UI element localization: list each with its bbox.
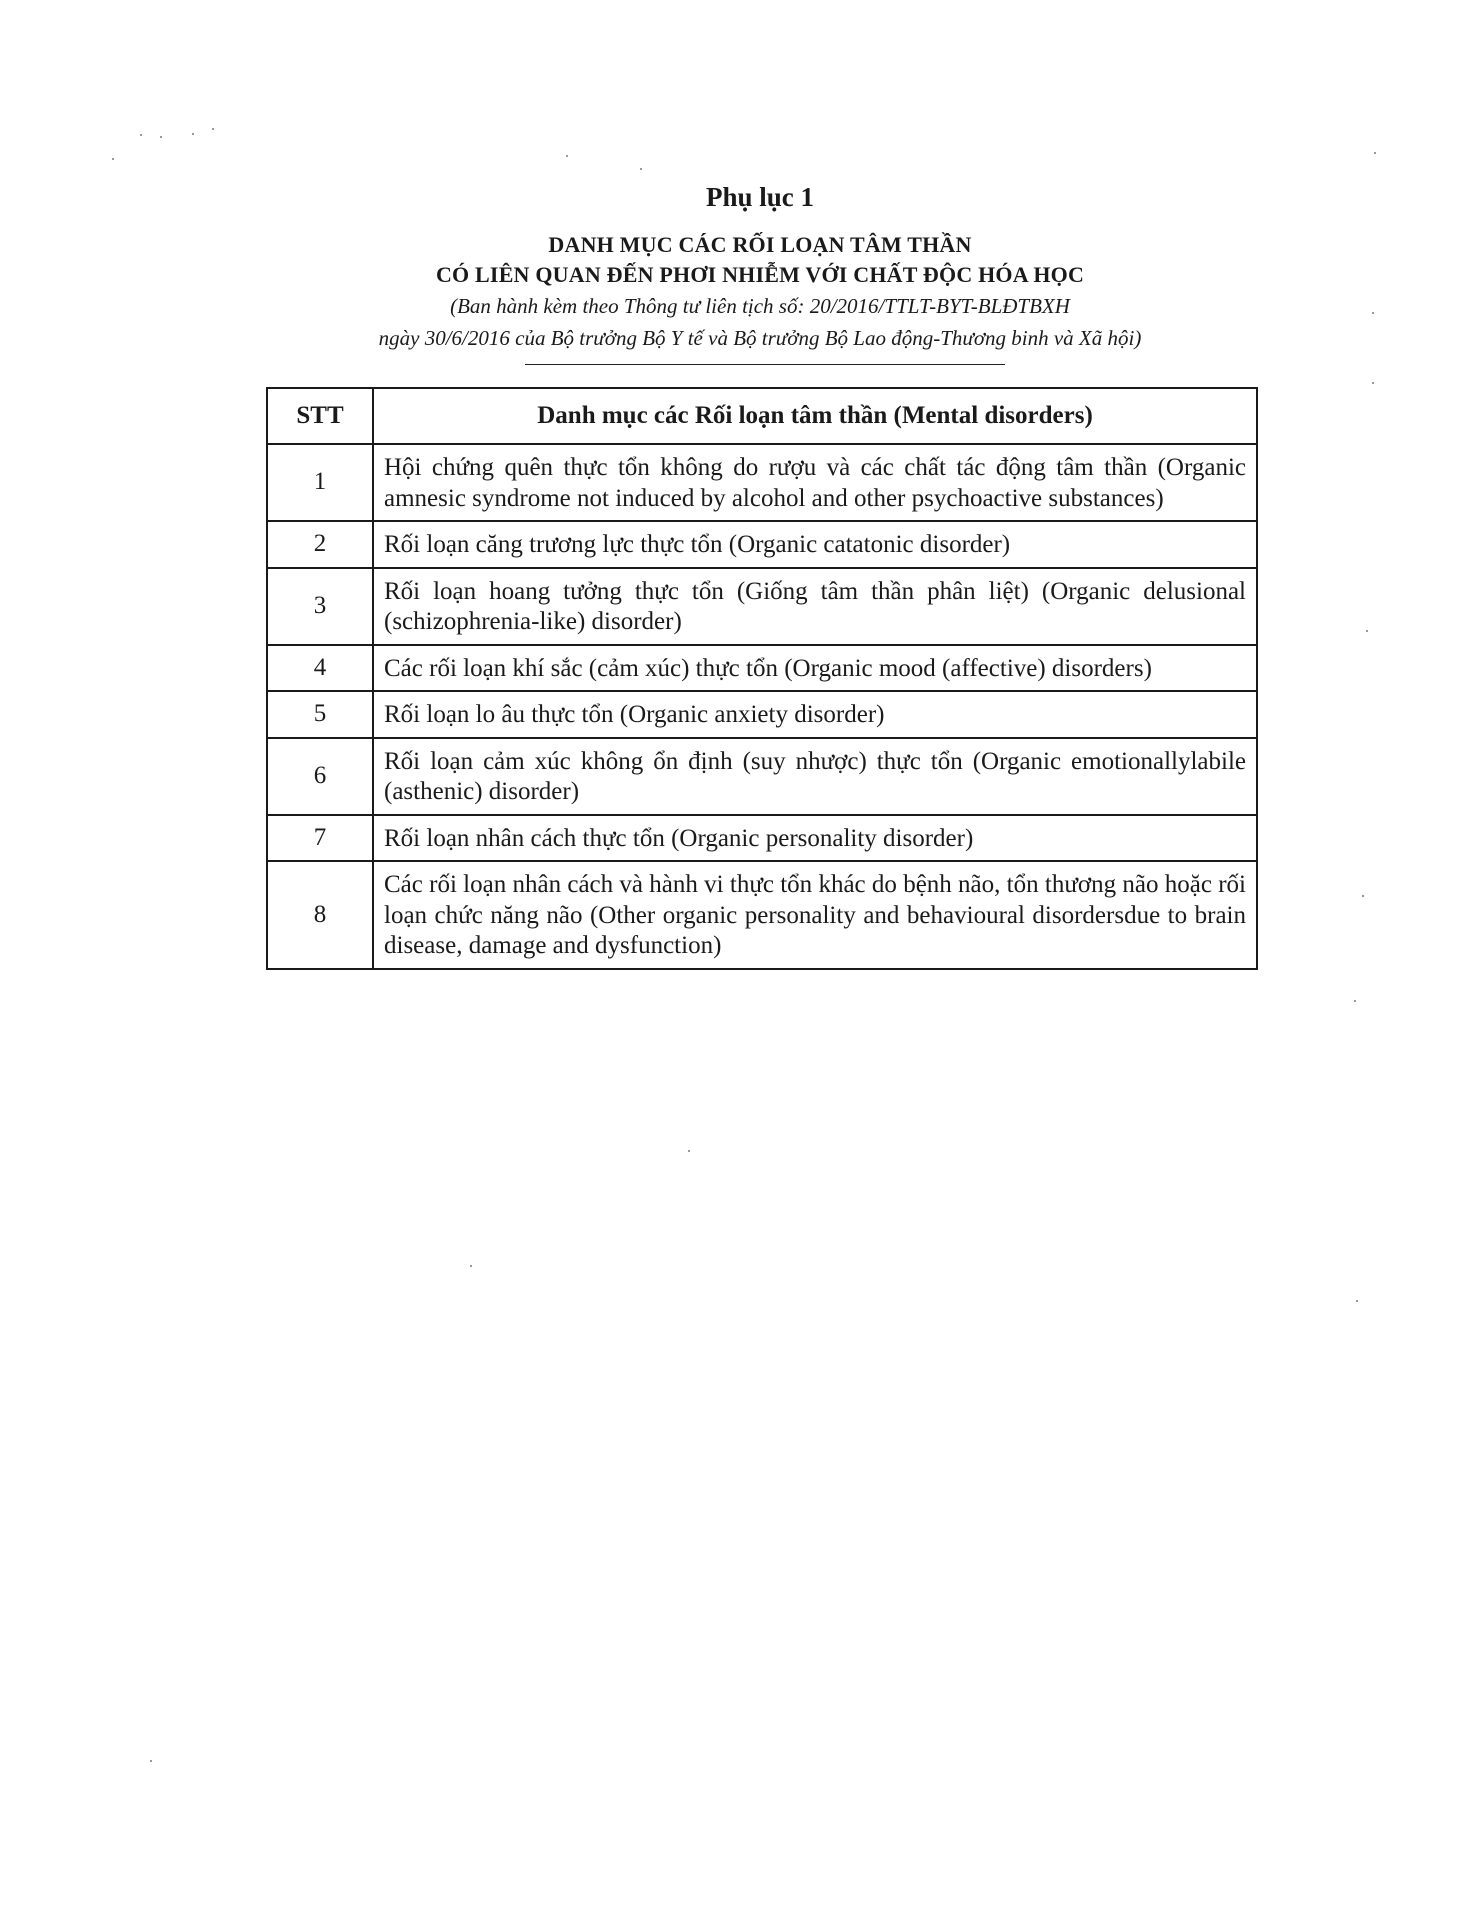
table-row — [267, 738, 1257, 815]
row-description: Rối loạn cảm xúc không ổn định (suy nhược) thực tổn (Organic emotionallylabile (asthenic) disorder) — [373, 738, 1257, 815]
row-number: 6 — [267, 738, 373, 815]
row-number: 4 — [267, 645, 373, 692]
scan-speck — [1354, 1000, 1356, 1002]
table-row — [267, 691, 1257, 738]
table-row — [267, 815, 1257, 862]
document-heading-line-1: DANH MỤC CÁC RỐI LOẠN TÂM THẦN — [548, 232, 972, 257]
appendix-title: Phụ lục 1 — [705, 182, 815, 212]
scan-speck — [688, 1150, 690, 1152]
scan-speck — [566, 155, 568, 157]
row-number: 3 — [267, 568, 373, 645]
row-number: 2 — [267, 521, 373, 568]
scan-speck — [1372, 312, 1374, 314]
scan-speck — [192, 133, 194, 135]
table-row — [267, 444, 1257, 521]
scan-speck — [1372, 382, 1374, 384]
scan-speck — [1366, 630, 1368, 632]
scan-speck — [1362, 895, 1364, 897]
table-row — [267, 861, 1257, 969]
row-description: Rối loạn hoang tưởng thực tổn (Giống tâm thần phân liệt) (Organic delusional (schizophrenia-like) disorder) — [373, 568, 1257, 645]
disorders-table — [266, 387, 1258, 970]
scan-speck — [160, 136, 162, 138]
scan-speck — [212, 128, 214, 130]
document-heading-line-2: CÓ LIÊN QUAN ĐẾN PHƠI NHIỄM VỚI CHẤT ĐỘC HÓA HỌC — [435, 262, 1085, 287]
row-number: 7 — [267, 815, 373, 862]
scan-speck — [470, 1265, 472, 1267]
scan-speck — [112, 158, 114, 160]
scan-speck — [140, 134, 142, 136]
scan-speck — [640, 168, 642, 170]
row-number: 1 — [267, 444, 373, 521]
table-header-row — [267, 388, 1257, 444]
row-description: Các rối loạn khí sắc (cảm xúc) thực tổn (Organic mood (affective) disorders) — [373, 645, 1257, 692]
row-description: Rối loạn lo âu thực tổn (Organic anxiety disorder) — [373, 691, 1257, 738]
table-row — [267, 645, 1257, 692]
underline-rule — [525, 364, 1005, 365]
column-header-description: Danh mục các Rối loạn tâm thần (Mental disorders) — [373, 388, 1257, 444]
issued-note-line-1: (Ban hành kèm theo Thông tư liên tịch số: 20/2016/TTLT-BYT-BLĐTBXH — [450, 294, 1070, 318]
table-row — [267, 568, 1257, 645]
row-description: Các rối loạn nhân cách và hành vi thực tổn khác do bệnh não, tổn thương não hoặc rối loạn chức năng não (Other organic personality and behavioural disordersdue to brain disease, damage and dysfunction) — [373, 861, 1257, 969]
row-description: Rối loạn căng trương lực thực tổn (Organic catatonic disorder) — [373, 521, 1257, 568]
row-description: Rối loạn nhân cách thực tổn (Organic personality disorder) — [373, 815, 1257, 862]
column-header-stt: STT — [267, 388, 373, 444]
scan-speck — [1356, 1300, 1358, 1302]
scan-speck — [1374, 152, 1376, 154]
row-number: 8 — [267, 861, 373, 969]
row-description: Hội chứng quên thực tổn không do rượu và các chất tác động tâm thần (Organic amnesic syndrome not induced by alcohol and other psychoactive substances) — [373, 444, 1257, 521]
table-row — [267, 521, 1257, 568]
scan-speck — [150, 1760, 152, 1762]
issued-note-line-2: ngày 30/6/2016 của Bộ trưởng Bộ Y tế và Bộ trưởng Bộ Lao động-Thương binh và Xã hội) — [378, 326, 1142, 350]
row-number: 5 — [267, 691, 373, 738]
